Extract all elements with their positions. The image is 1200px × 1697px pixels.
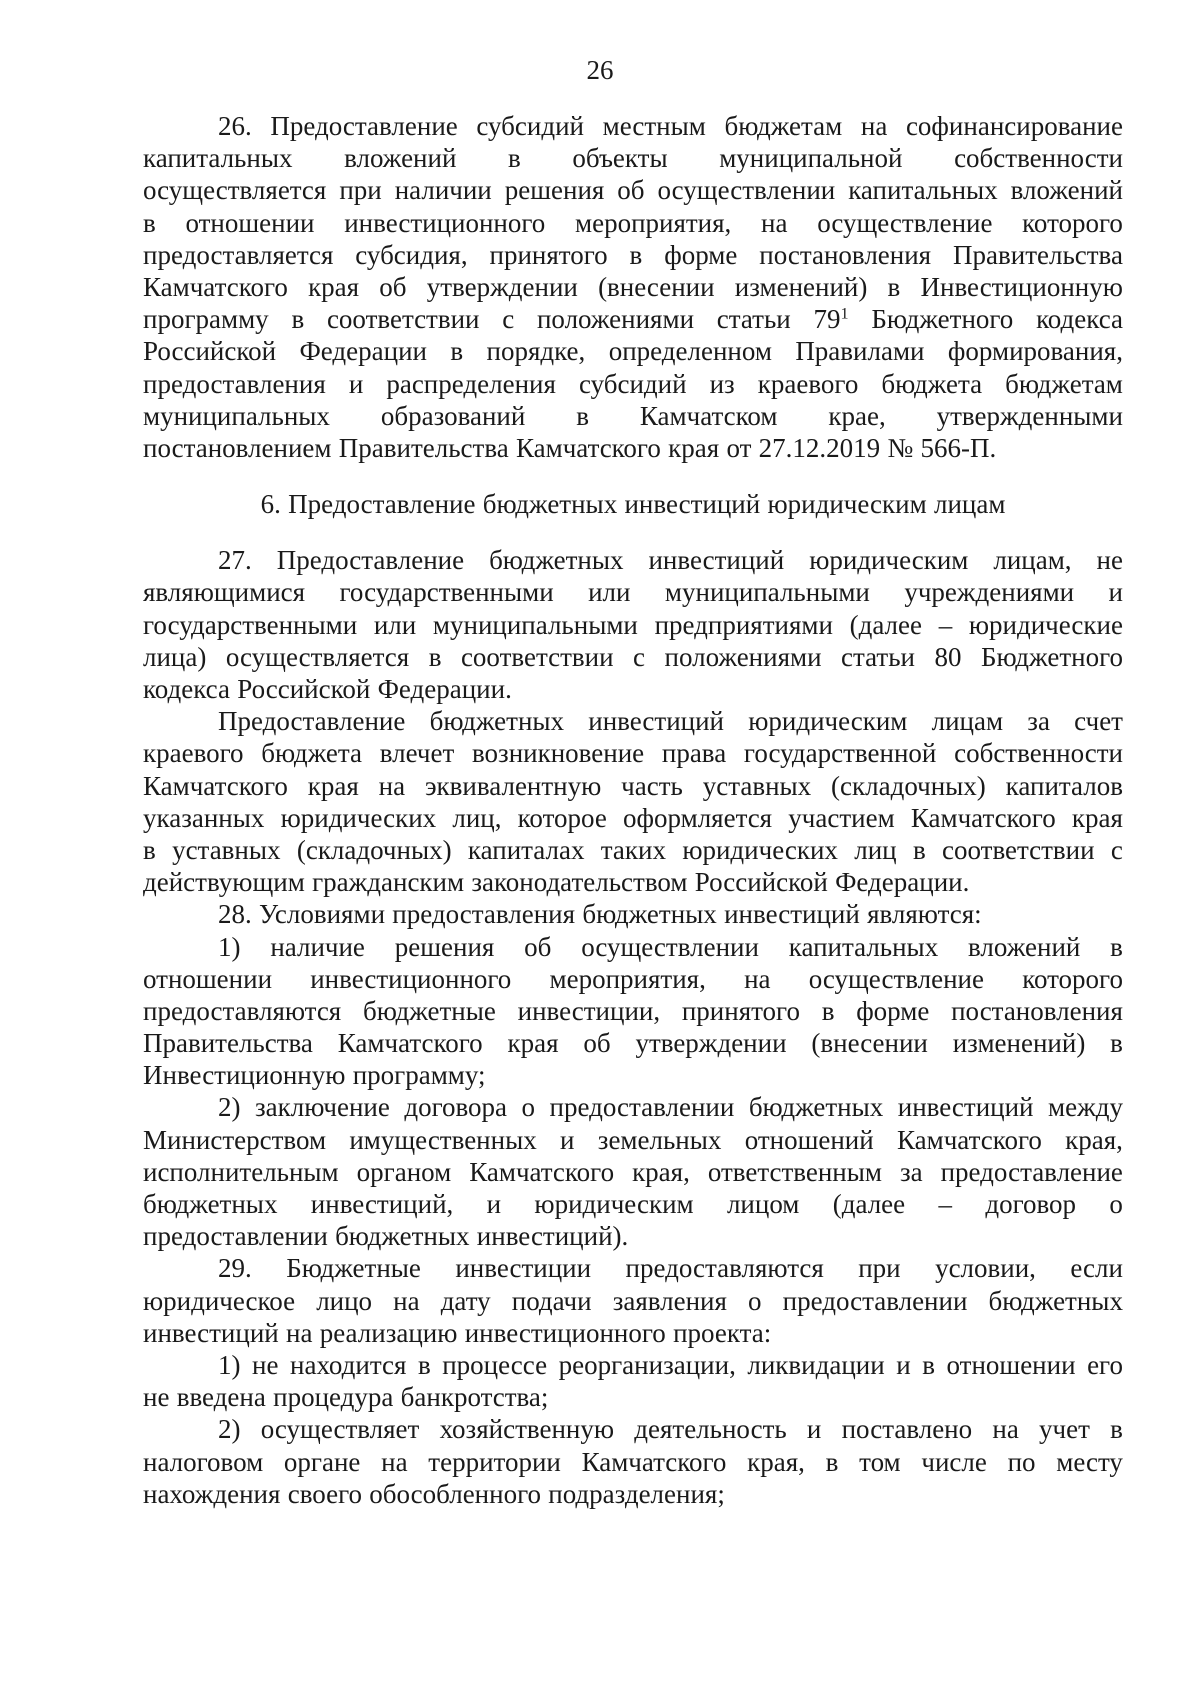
text-line: 28. Условиями предоставления бюджетных инвестиций являются: [218,899,982,930]
paragraph-spacer [143,520,1123,544]
text-line: в уставных (складочных) капиталах таких юридических лиц в соответствии с [143,834,1123,865]
text-line: лица) осуществляется в соответствии с положениями статьи 80 Бюджетного [143,641,1123,672]
text-line: 1) наличие решения об осуществлении капитальных вложений в [218,931,1123,962]
text-line: инвестиций на реализацию инвестиционного проекта: [143,1317,772,1348]
text-line: краевого бюджета влечет возникновение права государственной собственности [143,738,1123,769]
text-line: действующим гражданским законодательством Российской Федерации. [143,867,970,898]
paragraph-spacer [143,464,1123,488]
text-line: не введена процедура банкротства; [143,1382,549,1413]
text-line: налоговом органе на территории Камчатского края, в том числе по месту [143,1446,1123,1477]
text-line: Российской Федерации в порядке, определенном Правилами формирования, [143,336,1123,367]
text-line: Инвестиционную программу; [143,1060,486,1091]
text-line: программу в соответствии с положениями статьи $79^1$ Бюджетного кодекса [143,304,1123,335]
section-heading: 6. Предоставление бюджетных инвестиций юридическим лицам [260,489,1006,520]
text-line: 26. Предоставление субсидий местным бюджетам на софинансирование [218,111,1123,141]
text-line: исполнительным органом Камчатского края, ответственным за предоставление [143,1156,1123,1187]
text-line: муниципальных образований в Камчатском крае, утвержденными [143,400,1123,431]
text-line: Правительства Камчатского края об утверждении (внесении изменений) в [143,1028,1123,1059]
document-body [143,110,1123,1510]
text-line: предоставляется субсидия, принятого в форме постановления Правительства [143,239,1123,270]
text-line: 2) заключение договора о предоставлении бюджетных инвестиций между [218,1092,1123,1123]
text-line: юридическое лицо на дату подачи заявления о предоставлении бюджетных [143,1285,1123,1316]
text-line: предоставления и распределения субсидий из краевого бюджета бюджетам [143,368,1123,399]
text-line: являющимися государственными или муниципальными учреждениями и [143,577,1123,608]
text-line: нахождения своего обособленного подразделения; [143,1478,725,1509]
text-line: постановлением Правительства Камчатского края от 27.12.2019 № 566-П. [143,432,997,463]
text-line: 27. Предоставление бюджетных инвестиций юридическим лицам, не [218,545,1123,576]
text-line: кодекса Российской Федерации. [143,674,512,704]
text-line: предоставлении бюджетных инвестиций). [143,1221,629,1252]
text-line: указанных юридических лиц, которое оформляется участием Камчатского края [143,802,1123,833]
text-line: государственными или муниципальными предприятиями (далее – юридические [143,609,1123,640]
text-line: осуществляется при наличии решения об осуществлении капитальных вложений [143,175,1123,206]
text-line: Камчатского края об утверждении (внесении изменений) в Инвестиционную [143,271,1123,302]
text-line: Предоставление бюджетных инвестиций юридическим лицам за счет [218,706,1123,737]
text-line: капитальных вложений в объекты муниципальной собственности [143,143,1123,174]
text-line: Камчатского края на эквивалентную часть уставных (складочных) капиталов [143,770,1123,801]
text-line: предоставляются бюджетные инвестиции, принятого в форме постановления [143,995,1123,1026]
text-line: 1) не находится в процессе реорганизации, ликвидации и в отношении его [218,1349,1123,1380]
superscript: 1 [840,304,849,323]
page-number: 26 [586,55,614,85]
text-line: 29. Бюджетные инвестиции предоставляются при условии, если [218,1253,1123,1284]
text-line: в отношении инвестиционного мероприятия, на осуществление которого [143,207,1123,238]
text-line: 2) осуществляет хозяйственную деятельность и поставлено на учет в [218,1414,1123,1445]
text-line: отношении инвестиционного мероприятия, на осуществление которого [143,963,1123,994]
text-line: бюджетных инвестиций, и юридическим лицом (далее – договор о [143,1189,1123,1219]
text-line: Министерством имущественных и земельных отношений Камчатского края, [143,1124,1123,1155]
